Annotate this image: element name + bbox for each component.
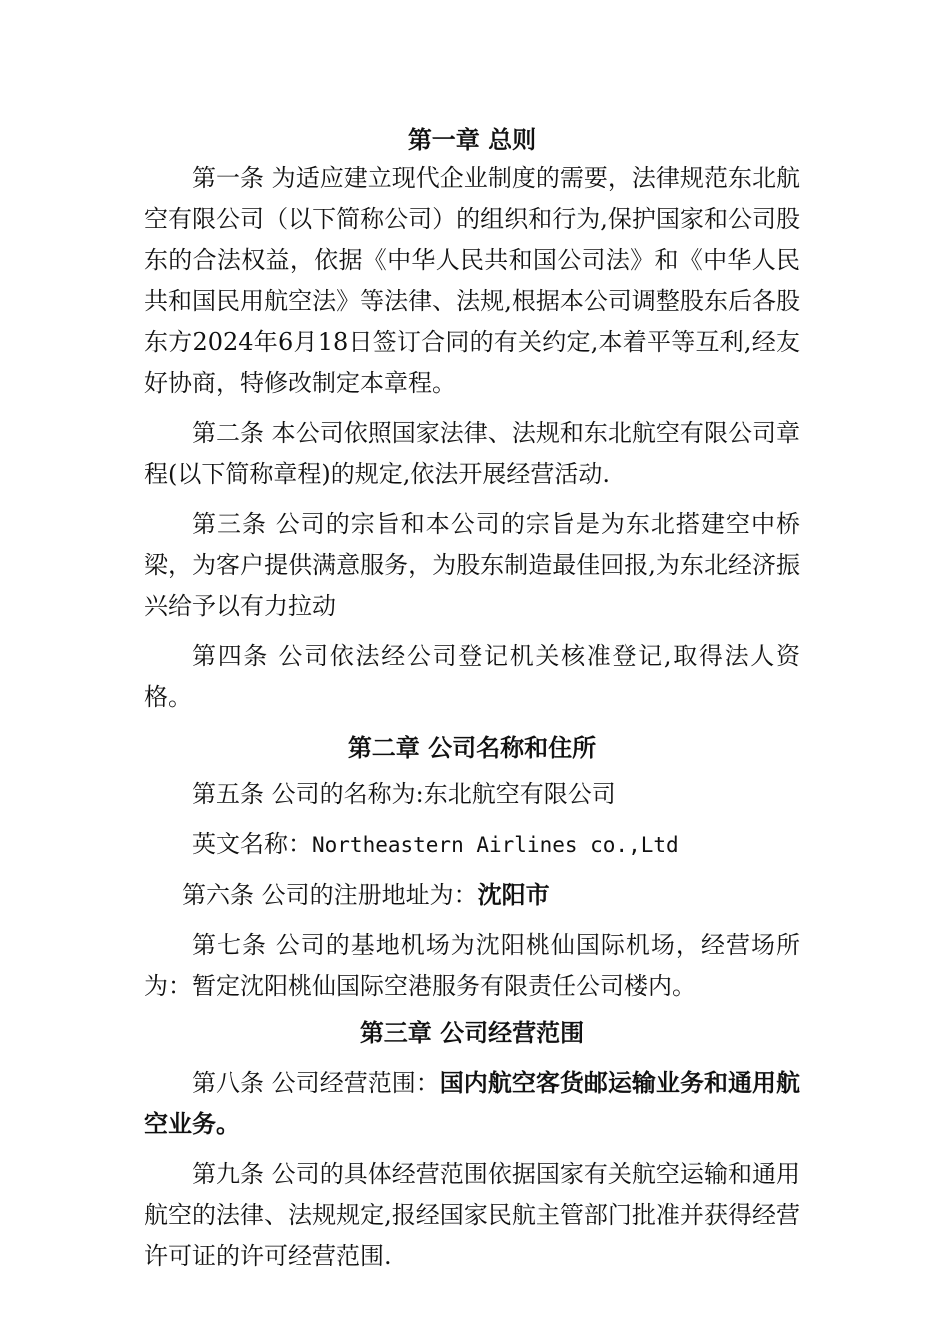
business-scope: 国内航空客货邮运输业务和通用航空业务。: [144, 1069, 800, 1138]
article-8: [144, 1063, 800, 1145]
article-4: 第四条 公司依法经公司登记机关核准登记,取得法人资格。: [144, 642, 800, 711]
chapter-3-title: 第三章 公司经营范围: [359, 1019, 585, 1047]
article-6-text: 第六条 公司的注册地址为：: [182, 881, 478, 909]
article-3: 第三条 公司的宗旨和本公司的宗旨是为东北搭建空中桥梁，为客户提供满意服务，为股东制造最佳回报,为东北经济振兴给予以有力拉动: [144, 510, 800, 620]
chapter-1-title: 第一章 总则: [407, 126, 537, 154]
article-7: 第七条 公司的基地机场为沈阳桃仙国际机场，经营场所为：暂定沈阳桃仙国际空港服务有限责任公司楼内。: [144, 931, 800, 1000]
article-1: 第一条 为适应建立现代企业制度的需要，法律规范东北航空有限公司（以下简称公司）的组织和行为,保护国家和公司股东的合法权益，依据《中华人民共和国公司法》和《中华人民共和国民用航空法》等法律、法规,根据本公司调整股东后各股东方2024年6月18日签订合同的有关约定,本着平等互利,经友好协商，特修改制定本章程。: [144, 164, 800, 397]
registered-city: 沈阳市: [477, 881, 550, 909]
english-name: Northeastern Airlines co.,Ltd: [312, 833, 679, 857]
english-name-line: [144, 824, 800, 866]
article-5: 第五条 公司的名称为:东北航空有限公司: [192, 780, 616, 808]
article-8-text: 第八条 公司经营范围：: [192, 1069, 440, 1097]
article-6: [144, 875, 800, 916]
article-2: 第二条 本公司依照国家法律、法规和东北航空有限公司章程(以下简称章程)的规定,依法开展经营活动.: [144, 419, 800, 488]
article-9: 第九条 公司的具体经营范围依据国家有关航空运输和通用航空的法律、法规规定,报经国家民航主管部门批准并获得经营许可证的许可经营范围.: [144, 1160, 800, 1270]
document-page: [144, 122, 800, 1286]
chapter-2-title: 第二章 公司名称和住所: [347, 734, 597, 762]
english-name-label: 英文名称：: [192, 830, 312, 858]
